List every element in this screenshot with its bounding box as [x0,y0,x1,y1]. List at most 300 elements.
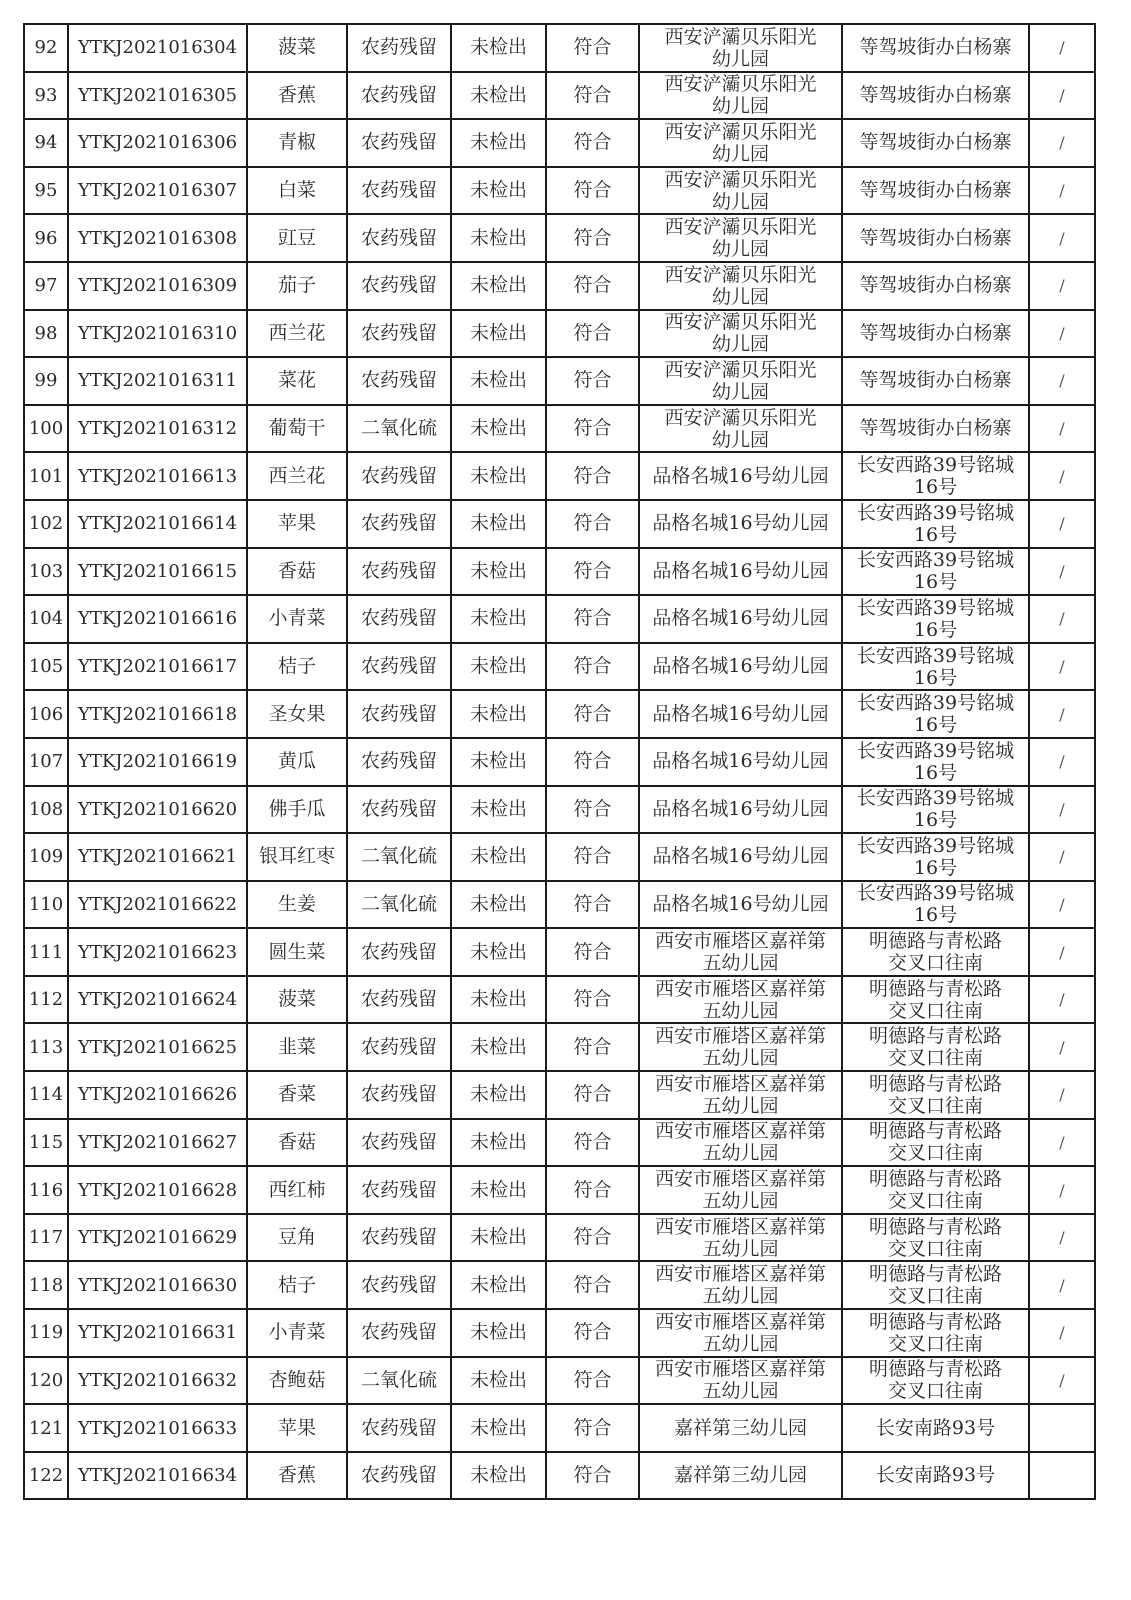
sampled-unit-line: 西安浐灞贝乐阳光 [664,358,817,381]
verdict-cell: 符合 [546,595,639,643]
table-row [24,738,1095,786]
table-row [24,1357,1095,1405]
address-line: 长安西路39号铭城 [856,501,1015,524]
table-row [24,167,1095,215]
table-row [24,928,1095,976]
test-item-cell: 二氧化硫 [347,405,451,453]
test-item-cell: 农药残留 [347,1214,451,1262]
row-number-cell: 100 [24,405,68,453]
address-line: 16号 [913,761,958,784]
sample-id-cell: YTKJ2021016625 [68,1023,247,1071]
sample-name-cell: 西兰花 [247,310,347,358]
test-item-cell: 农药残留 [347,548,451,596]
sampled-unit-line: 幼儿园 [711,95,769,118]
sampled-unit-line: 西安浐灞贝乐阳光 [664,168,817,191]
sampled-unit-line: 五幼儿园 [702,1190,779,1213]
address-cell [842,500,1029,548]
table-row [24,262,1095,310]
sample-name-cell: 香菇 [247,1119,347,1167]
address-line: 明德路与青松路 [868,1358,1002,1381]
test-result-cell: 未检出 [451,310,546,358]
table-row [24,833,1095,881]
remark-cell [1029,1452,1095,1500]
sampled-unit-line: 西安市雁塔区嘉祥第 [654,1310,826,1333]
sample-id-cell: YTKJ2021016634 [68,1452,247,1500]
verdict-cell: 符合 [546,452,639,500]
test-item-cell: 农药残留 [347,262,451,310]
sampled-unit-line: 五幼儿园 [702,1380,779,1403]
address-line: 16号 [913,618,958,641]
test-result-cell: 未检出 [451,928,546,976]
sample-name-cell: 桔子 [247,1261,347,1309]
row-number-cell: 117 [24,1214,68,1262]
test-result-cell: 未检出 [451,167,546,215]
address-line: 16号 [913,856,958,879]
remark-cell: / [1029,1119,1095,1167]
sample-name-cell: 桔子 [247,643,347,691]
sample-id-cell: YTKJ2021016620 [68,786,247,834]
remark-cell: / [1029,214,1095,262]
table-row [24,690,1095,738]
test-result-cell: 未检出 [451,357,546,405]
address-cell: 等驾坡街办白杨寨 [842,24,1029,72]
sample-name-cell: 佛手瓜 [247,786,347,834]
test-result-cell: 未检出 [451,833,546,881]
row-number-cell: 112 [24,976,68,1024]
test-result-cell: 未检出 [451,1452,546,1500]
test-item-cell: 农药残留 [347,167,451,215]
address-line: 明德路与青松路 [868,930,1002,953]
row-number-cell: 121 [24,1404,68,1452]
sampled-unit-cell [639,119,842,167]
sampled-unit-cell [639,72,842,120]
address-line: 明德路与青松路 [868,1263,1002,1286]
verdict-cell: 符合 [546,500,639,548]
remark-cell: / [1029,167,1095,215]
row-number-cell: 120 [24,1357,68,1405]
remark-cell: / [1029,881,1095,929]
verdict-cell: 符合 [546,72,639,120]
sample-name-cell: 香菇 [247,548,347,596]
sample-id-cell: YTKJ2021016623 [68,928,247,976]
remark-cell: / [1029,500,1095,548]
address-cell [842,548,1029,596]
row-number-cell: 110 [24,881,68,929]
row-number-cell: 101 [24,452,68,500]
verdict-cell: 符合 [546,214,639,262]
test-result-cell: 未检出 [451,643,546,691]
sample-id-cell: YTKJ2021016310 [68,310,247,358]
test-result-cell: 未检出 [451,1214,546,1262]
sampled-unit-cell [639,1357,842,1405]
row-number-cell: 109 [24,833,68,881]
address-line: 明德路与青松路 [868,1072,1002,1095]
test-item-cell: 农药残留 [347,643,451,691]
address-cell [842,1119,1029,1167]
table-row [24,452,1095,500]
test-item-cell: 二氧化硫 [347,833,451,881]
sampled-unit-cell [639,976,842,1024]
sampled-unit-cell: 品格名城16号幼儿园 [639,690,842,738]
remark-cell: / [1029,833,1095,881]
verdict-cell: 符合 [546,1023,639,1071]
test-item-cell: 农药残留 [347,1404,451,1452]
sampled-unit-cell: 品格名城16号幼儿园 [639,595,842,643]
table-row [24,976,1095,1024]
sample-name-cell: 杏鲍菇 [247,1357,347,1405]
test-item-cell: 农药残留 [347,786,451,834]
verdict-cell: 符合 [546,833,639,881]
sampled-unit-cell [639,1166,842,1214]
sample-id-cell: YTKJ2021016305 [68,72,247,120]
address-line: 明德路与青松路 [868,1310,1002,1333]
address-cell: 等驾坡街办白杨寨 [842,167,1029,215]
remark-cell: / [1029,976,1095,1024]
sampled-unit-line: 幼儿园 [711,285,769,308]
sampled-unit-line: 幼儿园 [711,333,769,356]
row-number-cell: 98 [24,310,68,358]
table-row [24,1404,1095,1452]
verdict-cell: 符合 [546,119,639,167]
sampled-unit-cell: 嘉祥第三幼儿园 [639,1404,842,1452]
sampled-unit-line: 西安浐灞贝乐阳光 [664,406,817,429]
row-number-cell: 118 [24,1261,68,1309]
sample-id-cell: YTKJ2021016628 [68,1166,247,1214]
row-number-cell: 102 [24,500,68,548]
sampled-unit-cell [639,214,842,262]
sampled-unit-line: 幼儿园 [711,428,769,451]
test-result-cell: 未检出 [451,976,546,1024]
remark-cell: / [1029,786,1095,834]
remark-cell: / [1029,1357,1095,1405]
row-number-cell: 94 [24,119,68,167]
address-cell: 等驾坡街办白杨寨 [842,72,1029,120]
test-item-cell: 农药残留 [347,1261,451,1309]
address-cell: 等驾坡街办白杨寨 [842,357,1029,405]
sample-name-cell: 小青菜 [247,595,347,643]
address-cell: 长安南路93号 [842,1452,1029,1500]
sample-name-cell: 西红柿 [247,1166,347,1214]
address-line: 交叉口往南 [887,1285,983,1308]
sampled-unit-line: 西安浐灞贝乐阳光 [664,311,817,334]
table-row [24,1261,1095,1309]
sampled-unit-cell [639,1214,842,1262]
test-item-cell: 农药残留 [347,1119,451,1167]
address-cell: 等驾坡街办白杨寨 [842,119,1029,167]
remark-cell: / [1029,1166,1095,1214]
sampled-unit-cell [639,24,842,72]
verdict-cell: 符合 [546,1261,639,1309]
verdict-cell: 符合 [546,357,639,405]
sampled-unit-cell [639,1309,842,1357]
test-item-cell: 农药残留 [347,738,451,786]
sample-name-cell: 菠菜 [247,976,347,1024]
remark-cell: / [1029,24,1095,72]
sampled-unit-cell [639,262,842,310]
test-item-cell: 农药残留 [347,595,451,643]
row-number-cell: 96 [24,214,68,262]
sampled-unit-cell: 品格名城16号幼儿园 [639,738,842,786]
sampled-unit-cell: 品格名城16号幼儿园 [639,500,842,548]
address-cell: 长安南路93号 [842,1404,1029,1452]
address-line: 16号 [913,714,958,737]
table-row [24,881,1095,929]
address-line: 交叉口往南 [887,999,983,1022]
sampled-unit-cell [639,357,842,405]
row-number-cell: 106 [24,690,68,738]
table-row [24,500,1095,548]
sampled-unit-cell [639,1119,842,1167]
remark-cell: / [1029,119,1095,167]
sampled-unit-cell: 品格名城16号幼儿园 [639,833,842,881]
sampled-unit-cell: 品格名城16号幼儿园 [639,643,842,691]
verdict-cell: 符合 [546,976,639,1024]
sampled-unit-line: 西安浐灞贝乐阳光 [664,216,817,239]
test-item-cell: 农药残留 [347,500,451,548]
sample-id-cell: YTKJ2021016307 [68,167,247,215]
address-line: 长安西路39号铭城 [856,834,1015,857]
table-row [24,1309,1095,1357]
row-number-cell: 122 [24,1452,68,1500]
sample-id-cell: YTKJ2021016632 [68,1357,247,1405]
address-line: 长安西路39号铭城 [856,549,1015,572]
sample-id-cell: YTKJ2021016627 [68,1119,247,1167]
address-line: 长安西路39号铭城 [856,454,1015,477]
address-line: 长安西路39号铭城 [856,787,1015,810]
address-line: 明德路与青松路 [868,1168,1002,1191]
address-line: 交叉口往南 [887,1094,983,1117]
remark-cell: / [1029,1214,1095,1262]
address-line: 16号 [913,904,958,927]
sampled-unit-line: 五幼儿园 [702,1285,779,1308]
test-result-cell: 未检出 [451,24,546,72]
sampled-unit-line: 西安市雁塔区嘉祥第 [654,1215,826,1238]
remark-cell: / [1029,928,1095,976]
test-item-cell: 农药残留 [347,72,451,120]
address-line: 长安西路39号铭城 [856,739,1015,762]
address-cell [842,1261,1029,1309]
address-cell: 等驾坡街办白杨寨 [842,262,1029,310]
address-cell [842,976,1029,1024]
test-item-cell: 农药残留 [347,1023,451,1071]
sampled-unit-line: 幼儿园 [711,190,769,213]
remark-cell: / [1029,738,1095,786]
test-result-cell: 未检出 [451,1071,546,1119]
sample-id-cell: YTKJ2021016617 [68,643,247,691]
remark-cell: / [1029,1023,1095,1071]
sample-id-cell: YTKJ2021016630 [68,1261,247,1309]
row-number-cell: 111 [24,928,68,976]
sampled-unit-cell [639,1023,842,1071]
test-item-cell: 农药残留 [347,214,451,262]
address-line: 长安西路39号铭城 [856,644,1015,667]
test-item-cell: 二氧化硫 [347,1357,451,1405]
sampled-unit-cell: 嘉祥第三幼儿园 [639,1452,842,1500]
remark-cell: / [1029,310,1095,358]
sampled-unit-cell [639,1071,842,1119]
table-row [24,119,1095,167]
table-row [24,24,1095,72]
address-line: 明德路与青松路 [868,1215,1002,1238]
sample-id-cell: YTKJ2021016308 [68,214,247,262]
test-result-cell: 未检出 [451,214,546,262]
test-item-cell: 农药残留 [347,24,451,72]
address-cell [842,690,1029,738]
sampled-unit-line: 西安市雁塔区嘉祥第 [654,1168,826,1191]
sample-id-cell: YTKJ2021016614 [68,500,247,548]
sample-id-cell: YTKJ2021016619 [68,738,247,786]
table-row [24,1166,1095,1214]
verdict-cell: 符合 [546,167,639,215]
row-number-cell: 114 [24,1071,68,1119]
sampled-unit-cell [639,167,842,215]
test-result-cell: 未检出 [451,738,546,786]
table-row [24,405,1095,453]
sample-name-cell: 香蕉 [247,1452,347,1500]
test-item-cell: 农药残留 [347,119,451,167]
address-cell [842,1023,1029,1071]
sampled-unit-line: 西安市雁塔区嘉祥第 [654,1072,826,1095]
sample-name-cell: 苹果 [247,500,347,548]
address-cell [842,881,1029,929]
address-cell [842,1357,1029,1405]
address-line: 16号 [913,809,958,832]
sample-id-cell: YTKJ2021016633 [68,1404,247,1452]
test-result-cell: 未检出 [451,1023,546,1071]
sampled-unit-cell [639,405,842,453]
row-number-cell: 99 [24,357,68,405]
sampled-unit-line: 西安市雁塔区嘉祥第 [654,930,826,953]
table-row [24,786,1095,834]
row-number-cell: 92 [24,24,68,72]
test-result-cell: 未检出 [451,1119,546,1167]
test-item-cell: 农药残留 [347,1309,451,1357]
row-number-cell: 119 [24,1309,68,1357]
sampled-unit-line: 五幼儿园 [702,1094,779,1117]
sample-id-cell: YTKJ2021016631 [68,1309,247,1357]
address-line: 16号 [913,571,958,594]
table-row [24,72,1095,120]
verdict-cell: 符合 [546,690,639,738]
test-item-cell: 农药残留 [347,357,451,405]
row-number-cell: 113 [24,1023,68,1071]
row-number-cell: 95 [24,167,68,215]
address-line: 明德路与青松路 [868,977,1002,1000]
address-line: 长安西路39号铭城 [856,882,1015,905]
sampled-unit-cell: 品格名城16号幼儿园 [639,881,842,929]
sample-id-cell: YTKJ2021016621 [68,833,247,881]
address-line: 交叉口往南 [887,1190,983,1213]
sample-name-cell: 白菜 [247,167,347,215]
table-row [24,548,1095,596]
remark-cell: / [1029,405,1095,453]
sampled-unit-cell: 品格名城16号幼儿园 [639,786,842,834]
verdict-cell: 符合 [546,643,639,691]
address-cell [842,1214,1029,1262]
test-item-cell: 农药残留 [347,690,451,738]
sample-name-cell: 苹果 [247,1404,347,1452]
remark-cell: / [1029,1309,1095,1357]
address-line: 交叉口往南 [887,1332,983,1355]
table-row [24,1071,1095,1119]
sample-id-cell: YTKJ2021016304 [68,24,247,72]
table-row [24,643,1095,691]
sample-name-cell: 韭菜 [247,1023,347,1071]
verdict-cell: 符合 [546,928,639,976]
row-number-cell: 97 [24,262,68,310]
sampled-unit-line: 西安市雁塔区嘉祥第 [654,977,826,1000]
test-result-cell: 未检出 [451,1166,546,1214]
sampled-unit-line: 五幼儿园 [702,952,779,975]
test-item-cell: 农药残留 [347,1071,451,1119]
address-line: 16号 [913,523,958,546]
address-cell [842,1309,1029,1357]
address-line: 16号 [913,476,958,499]
sampled-unit-cell [639,1261,842,1309]
address-cell [842,928,1029,976]
address-line: 明德路与青松路 [868,1120,1002,1143]
test-result-cell: 未检出 [451,595,546,643]
sampled-unit-line: 西安市雁塔区嘉祥第 [654,1358,826,1381]
sample-name-cell: 豇豆 [247,214,347,262]
sample-name-cell: 圆生菜 [247,928,347,976]
sampled-unit-cell: 品格名城16号幼儿园 [639,452,842,500]
address-cell [842,595,1029,643]
verdict-cell: 符合 [546,262,639,310]
test-result-cell: 未检出 [451,405,546,453]
verdict-cell: 符合 [546,24,639,72]
inspection-results-table [23,23,1096,1500]
address-cell [842,452,1029,500]
remark-cell: / [1029,690,1095,738]
remark-cell: / [1029,72,1095,120]
test-result-cell: 未检出 [451,1261,546,1309]
test-result-cell: 未检出 [451,500,546,548]
table-row [24,357,1095,405]
sample-name-cell: 青椒 [247,119,347,167]
address-cell [842,786,1029,834]
test-result-cell: 未检出 [451,548,546,596]
address-line: 交叉口往南 [887,1237,983,1260]
sampled-unit-cell [639,310,842,358]
test-result-cell: 未检出 [451,452,546,500]
address-line: 明德路与青松路 [868,1025,1002,1048]
remark-cell: / [1029,452,1095,500]
sampled-unit-line: 西安浐灞贝乐阳光 [664,120,817,143]
sample-name-cell: 葡萄干 [247,405,347,453]
address-cell [842,738,1029,786]
address-cell: 等驾坡街办白杨寨 [842,405,1029,453]
verdict-cell: 符合 [546,1309,639,1357]
row-number-cell: 93 [24,72,68,120]
sample-name-cell: 香蕉 [247,72,347,120]
sampled-unit-line: 五幼儿园 [702,999,779,1022]
row-number-cell: 115 [24,1119,68,1167]
remark-cell: / [1029,1071,1095,1119]
table-row [24,1023,1095,1071]
verdict-cell: 符合 [546,1452,639,1500]
sample-id-cell: YTKJ2021016312 [68,405,247,453]
test-result-cell: 未检出 [451,262,546,310]
address-cell [842,1166,1029,1214]
sample-id-cell: YTKJ2021016616 [68,595,247,643]
sampled-unit-line: 西安浐灞贝乐阳光 [664,25,817,48]
row-number-cell: 108 [24,786,68,834]
sample-name-cell: 圣女果 [247,690,347,738]
sampled-unit-line: 西安浐灞贝乐阳光 [664,263,817,286]
verdict-cell: 符合 [546,881,639,929]
table-row [24,214,1095,262]
